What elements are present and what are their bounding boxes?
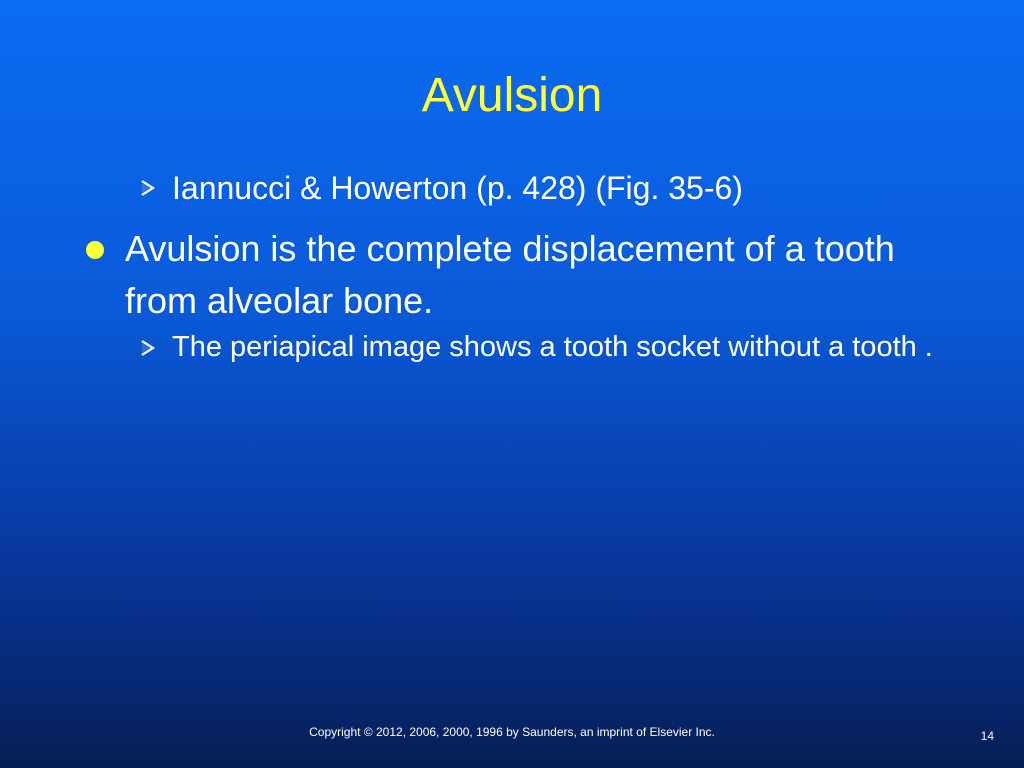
- slide-title: Avulsion: [421, 69, 603, 122]
- copyright-footer: Copyright © 2012, 2006, 2000, 1996 by Saunders, an imprint of Elsevier Inc.: [309, 725, 715, 739]
- main-bullet-text: Avulsion is the complete displacement of a tooth from alveolar bone.: [125, 228, 895, 321]
- sub-bullet-text: The periapical image shows a tooth socket without a tooth .: [172, 331, 933, 363]
- arrowhead-bullet-icon: [138, 178, 158, 203]
- page-number: 14: [980, 729, 994, 743]
- dot-bullet-icon: [86, 241, 104, 259]
- arrowhead-bullet-icon: [138, 338, 158, 363]
- sub-bullet-text: Iannucci & Howerton (p. 428) (Fig. 35-6): [172, 170, 743, 206]
